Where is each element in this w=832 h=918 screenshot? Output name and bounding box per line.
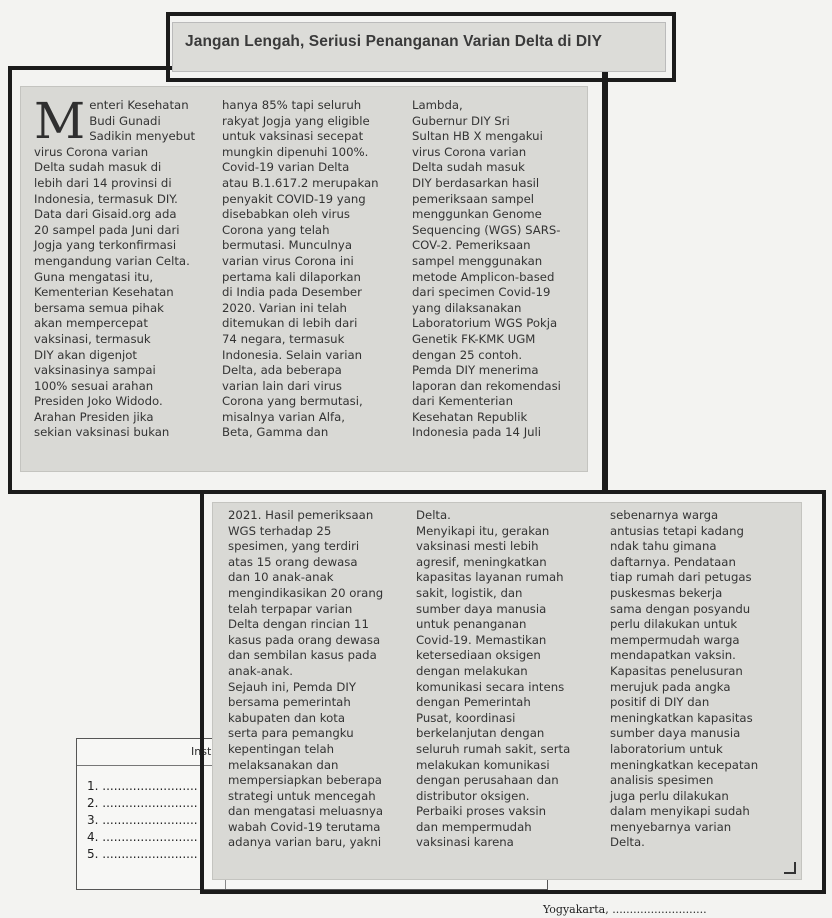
dropcap: M [34,92,86,150]
top-column-1-text: enteri Kesehatan Budi Gunadi Sadikin menyebut virus Corona varian Delta sudah masuk di lebih dari 14 provinsi di Indonesia, termasuk DIY. Data dari Gisaid.org ada 20 sampel pada Juni dari Jogja yang terkonfirmasi mengandung varian Celta. Guna mengatasi itu, Kementerian Kesehatan bersama semua pihak akan mempercepat vaksinasi, termasuk DIY akan digenjot vaksinasinya sampai 100% sesuai arahan Presiden Joko Widodo. Arahan Presiden jika sekian vaksinasi bukan [34,98,196,440]
top-column-2 [222,98,408,441]
bottom-column-3-text: sebenarnya warga antusias tetapi kadang ndak tahu gimana daftarnya. Pendataan tiap rumah dari petugas puskesmas bekerja sama dengan posyandu perlu dilakukan untuk mempermudah warga mendapatkan vaksin. Kapasitas penelusuran merujuk pada angka positif di DIY dan meningkatkan kapasitas sumber daya manusia laboratorium untuk meningkatkan kecepatan analisis spesimen juga perlu dilakukan dalam menyikapi sudah menyebarnya varian Delta. [610,508,759,850]
form-line-1: 1. ......................... [87,779,198,793]
form-header-label: Inst [191,745,212,758]
top-column-3-text: Lambda, Gubernur DIY Sri Sultan HB X mengakui virus Corona varian Delta sudah masuk DIY berdasarkan hasil pemeriksaan sampel menggunkan Genome Sequencing (WGS) SARS- COV-2. Pemeriksaan sampel menggunakan metode Amplicon-based dari specimen Covid-19 yang dilaksanakan Laboratorium WGS Pokja Genetik FK-KMK UGM dengan 25 contoh. Pemda DIY menerima laporan dan rekomendasi dari Kementerian Kesehatan Republik Indonesia pada 14 Juli [412,98,561,440]
corner-mark [784,862,796,874]
frame-connector [590,66,606,494]
signature-place-date: Yogyakarta, ........................... [543,903,707,916]
form-line-2: 2. ......................... [87,796,198,810]
article-clipping-top [20,86,588,472]
top-column-3 [412,98,584,441]
bottom-column-1-text: 2021. Hasil pemeriksaan WGS terhadap 25 spesimen, yang terdiri atas 15 orang dewasa dan 10 anak-anak mengindikasikan 20 orang telah terpapar varian Delta dengan rincian 11 kasus pada orang dewasa dan sembilan kasus pada anak-anak. Sejauh ini, Pemda DIY bersama pemerintah kabupaten dan kota serta para pemangku kepentingan telah melaksanakan dan mempersiapkan beberapa strategi untuk mencegah dan mengatasi meluasnya wabah Covid-19 terutama adanya varian baru, yakni [228,508,384,850]
form-line-3: 3. ......................... [87,813,198,827]
top-column-1 [34,92,216,441]
bottom-column-2-text: Delta. Menyikapi itu, gerakan vaksinasi mesti lebih agresif, meningkatkan kapasitas layanan rumah sakit, logistik, dan sumber daya manusia untuk penanganan Covid-19. Memastikan ketersediaan oksigen dengan melakukan komunikasi secara intens dengan Pemerintah Pusat, koordinasi berkelanjutan dengan seluruh rumah sakit, serta melakukan komunikasi dengan perusahaan dan distributor oksigen. Perbaiki proses vaksin dan mempermudah vaksinasi karena [416,508,571,850]
top-column-2-text: hanya 85% tapi seluruh rakyat Jogja yang eligible untuk vaksinasi secepat mungkin dipenuhi 100%. Covid-19 varian Delta atau B.1.617.2 merupakan penyakit COVID-19 yang disebabkan oleh virus Corona yang telah bermutasi. Munculnya varian virus Corona ini pertama kali dilaporkan di India pada Desember 2020. Varian ini telah ditemukan di lebih dari 74 negara, termasuk Indonesia. Selain varian Delta, ada beberapa varian lain dari virus Corona yang bermutasi, misalnya varian Alfa, Beta, Gamma dan [222,98,379,440]
bottom-column-1 [228,508,416,851]
headline-clipping [172,22,666,72]
form-line-4: 4. ......................... [87,830,198,844]
article-clipping-bottom [212,502,802,880]
headline: Jangan Lengah, Seriusi Penanganan Varian Delta di DIY [185,33,603,50]
bottom-column-3 [610,508,796,851]
bottom-column-2 [416,508,608,851]
form-line-5: 5. ......................... [87,847,198,861]
